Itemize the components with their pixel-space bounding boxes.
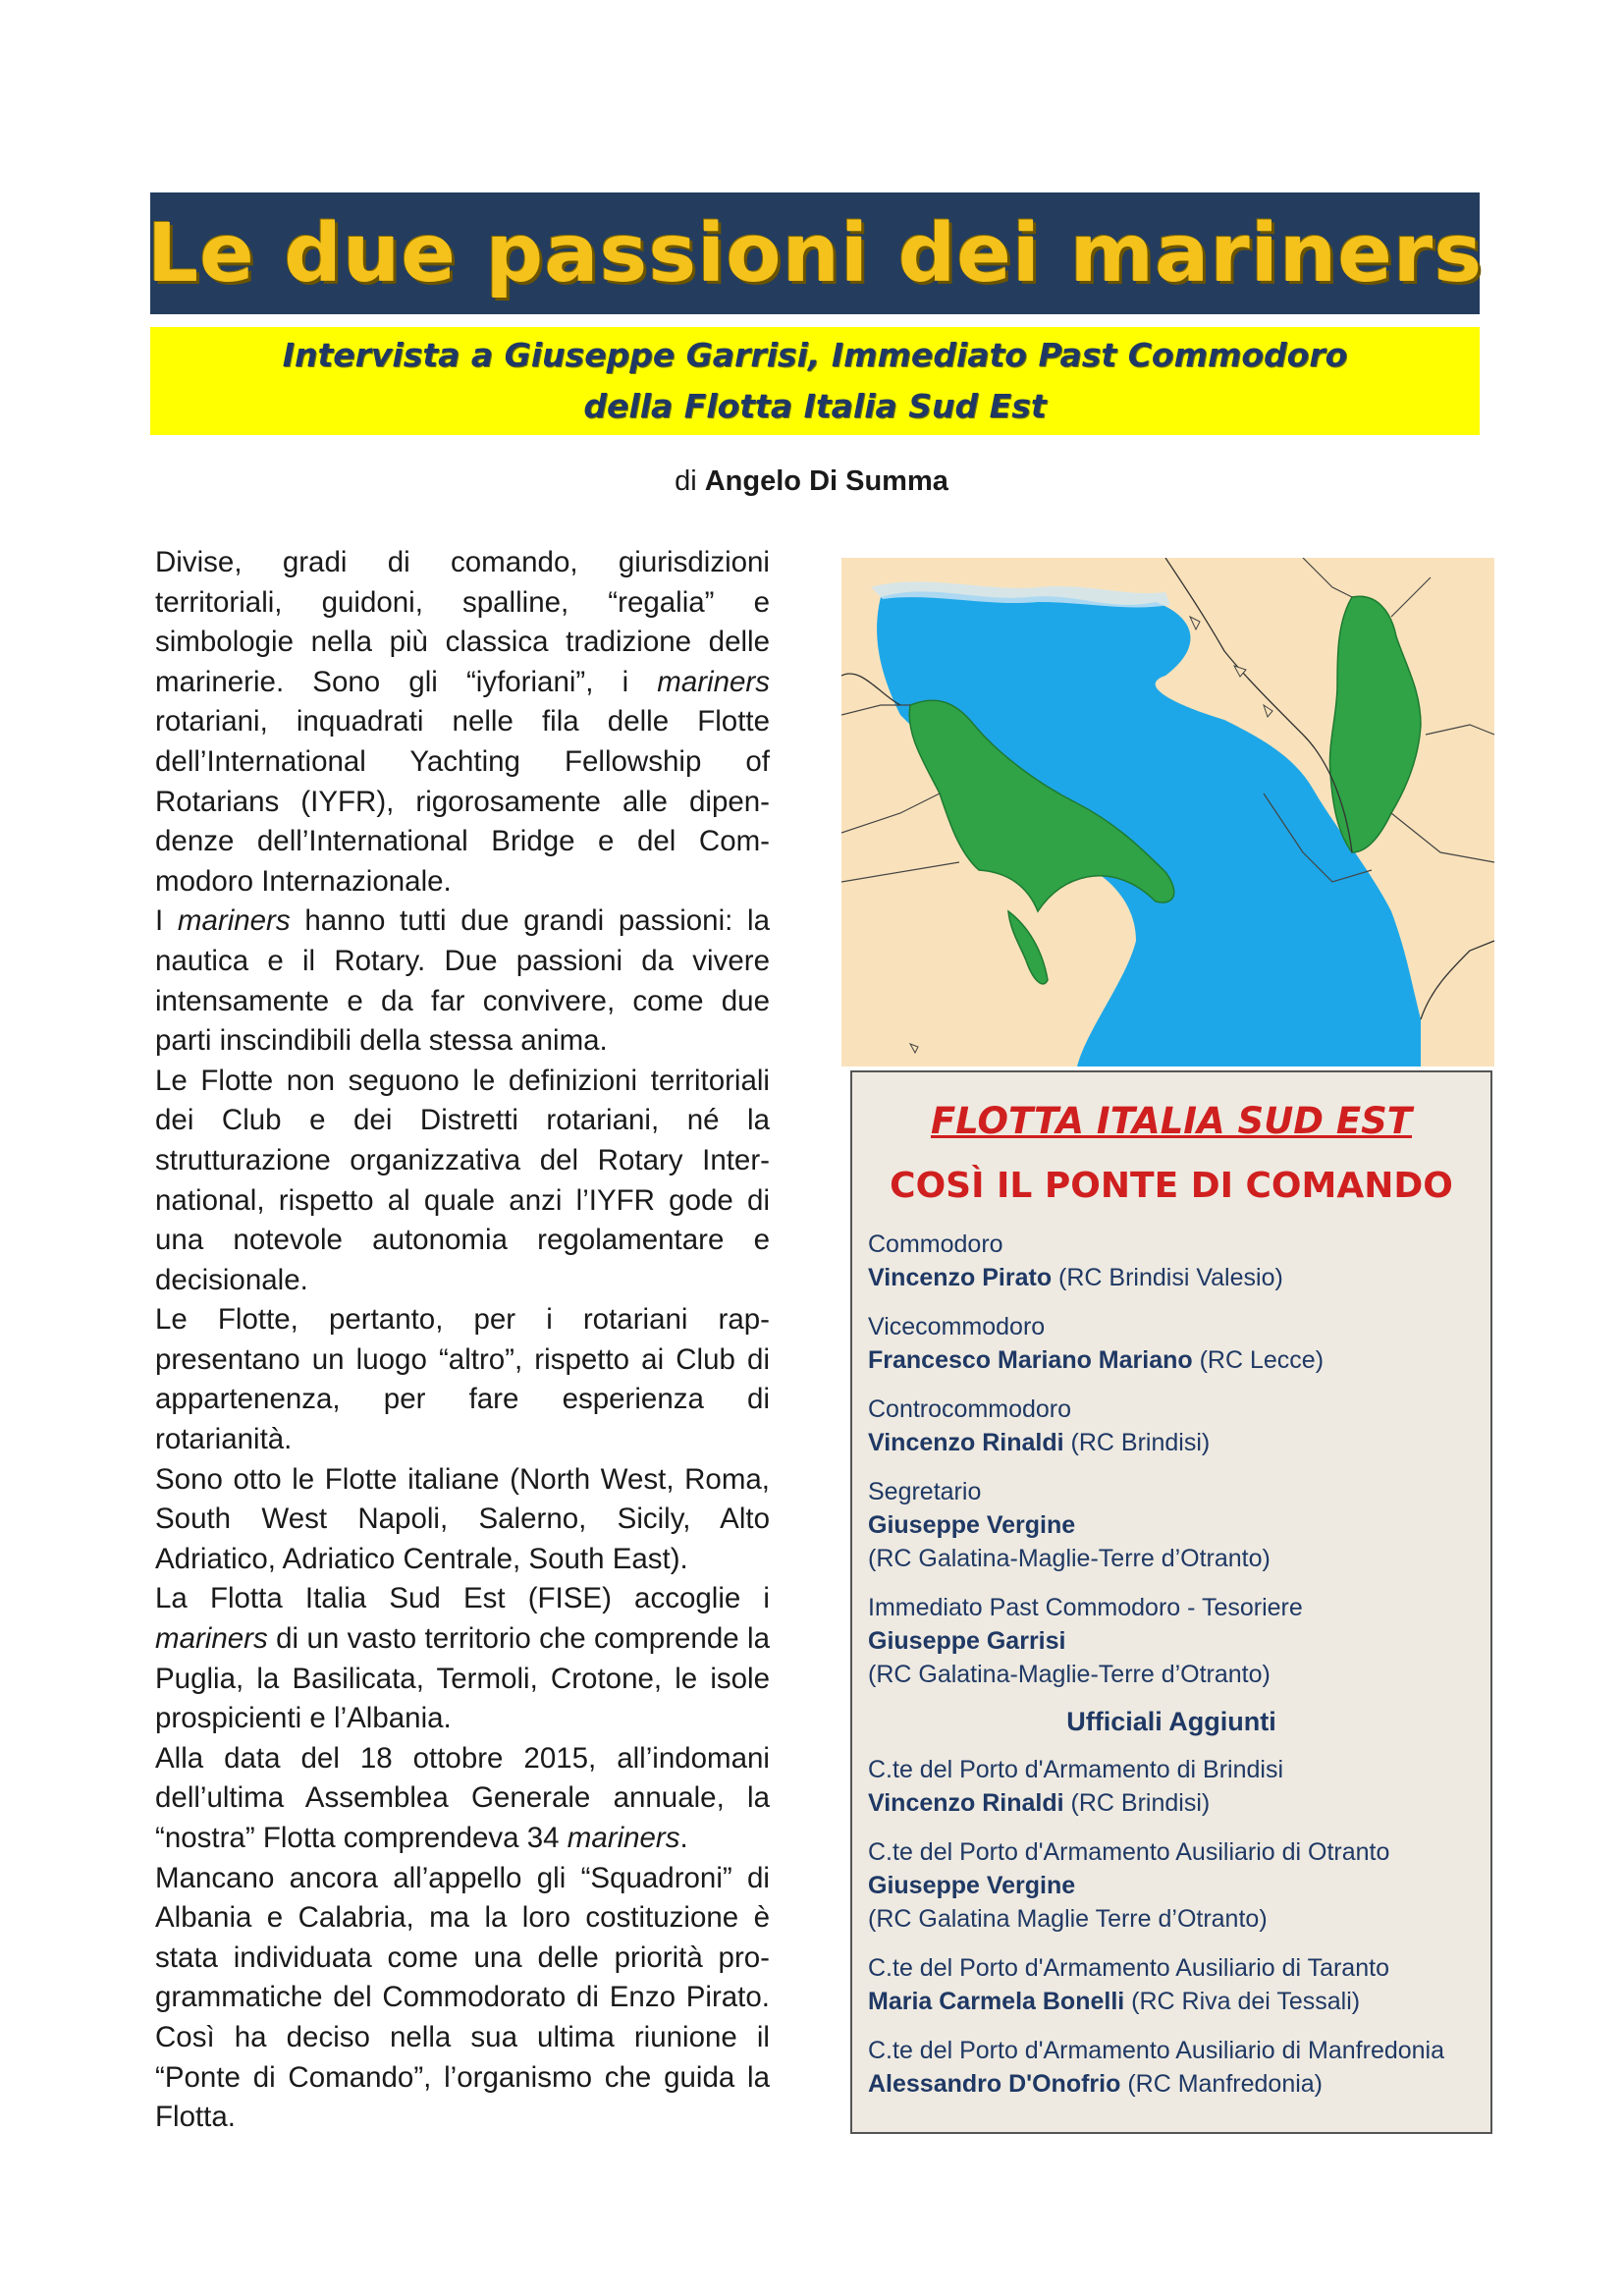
- roles-list: [868, 1228, 1475, 1691]
- role-holder-name: Vincenzo Pirato: [868, 1264, 1053, 1291]
- officers-list: [868, 1753, 1475, 2101]
- role-holder-name: Giuseppe Garrisi: [868, 1627, 1066, 1655]
- role-title: Segretario: [868, 1478, 982, 1505]
- role-title: Commodoro: [868, 1230, 1003, 1258]
- role-holder-club: (RC Brindisi Valesio): [1052, 1264, 1283, 1291]
- paragraph-text: Le Flotte non seguono le definizioni territoriali dei Club e dei Distretti rotariani, né la strutturazione organizzativa del Rotary International, rispetto al quale anzi l’IYFR gode di una notevole autonomia regolamentare e decisionale.: [155, 1064, 770, 1296]
- role-title: C.te del Porto d'Armamento Ausiliario di Otranto: [868, 1838, 1390, 1866]
- role-holder-name: Giuseppe Vergine: [868, 1872, 1076, 1899]
- role-entry: [868, 1228, 1475, 1294]
- article-paragraph: [155, 543, 770, 902]
- byline: [0, 465, 1623, 498]
- role-holder: [868, 1985, 1475, 2018]
- paragraph-text: La Flotta Italia Sud Est (FISE) accoglie i: [155, 1582, 770, 1615]
- paragraph-text: hanno tutti due grandi passioni: la nautica e il Rotary. Due passioni da vivere intensamente e da far convivere, come due parti inscindibili della stessa anima.: [155, 904, 770, 1058]
- page-title: Le due passioni dei mariners: [146, 206, 1484, 301]
- box-section-heading: Ufficiali Aggiunti: [1066, 1707, 1276, 1736]
- role-title: C.te del Porto d'Armamento Ausiliario di Manfredonia: [868, 2037, 1445, 2064]
- paragraph-text: .: [679, 1822, 688, 1854]
- role-holder: [868, 1508, 1475, 1542]
- map-illustration: [841, 558, 1494, 1066]
- fleet-territory-map: [841, 558, 1494, 1066]
- role-entry: [868, 1475, 1475, 1575]
- paragraph-text: Le Flotte, pertanto, per i rotariani rappresentano un luogo “altro”, rispetto ai Club di appartenenza, per fare esperienza di rotarianità.: [155, 1303, 770, 1456]
- role-entry: [868, 1835, 1475, 1936]
- role-holder-name: Alessandro D'Onofrio: [868, 2070, 1121, 2098]
- subtitle-line-1: Intervista a Giuseppe Garrisi, Immediato Past Commodoro: [282, 336, 1348, 374]
- subtitle-banner: [150, 327, 1480, 435]
- paragraph-text: Divise, gradi di comando, giurisdizioni territoriali, guidoni, spalline, “regalia” e simbologie nella più classica tradizione delle marinerie. Sono gli “iyforiani”, i: [155, 546, 770, 698]
- role-title: C.te del Porto d'Armamento Ausiliario di Taranto: [868, 1954, 1389, 1982]
- calabria-strip: [1008, 911, 1048, 984]
- role-holder: [868, 1426, 1475, 1459]
- paragraph-text: Sono otto le Flotte italiane (North West, Roma, South West Napoli, Salerno, Sicily, Alto Adriatico, Adriatico Centrale, South East).: [155, 1462, 770, 1575]
- role-holder: [868, 1343, 1475, 1377]
- emphasis-text: mariners: [567, 1822, 680, 1854]
- paragraph-text: di un vasto territorio che comprende la Puglia, la Basilicata, Termoli, Crotone, le isole prospicienti e l’Albania.: [155, 1622, 770, 1735]
- article-paragraph: [155, 1739, 770, 1859]
- box-title-bridge: COSÌ IL PONTE DI COMANDO: [890, 1166, 1453, 1206]
- article-paragraph: [155, 1460, 770, 1580]
- role-entry: [868, 1951, 1475, 2018]
- role-holder-club: (RC Riva dei Tessali): [1124, 1988, 1361, 2015]
- role-holder: [868, 1624, 1475, 1658]
- role-holder-club: (RC Lecce): [1192, 1346, 1325, 1374]
- emphasis-text: mariners: [155, 1622, 268, 1656]
- role-holder: [868, 1869, 1475, 1902]
- article-paragraph: [155, 1300, 770, 1459]
- role-holder-name: Maria Carmela Bonelli: [868, 1988, 1125, 2015]
- role-holder-club: (RC Brindisi): [1063, 1429, 1211, 1456]
- role-holder-club: (RC Manfredonia): [1120, 2070, 1324, 2098]
- role-entry: [868, 1591, 1475, 1691]
- role-holder-name: Vincenzo Rinaldi: [868, 1789, 1064, 1817]
- role-title: C.te del Porto d'Armamento di Brindisi: [868, 1756, 1284, 1783]
- role-entry: [868, 1310, 1475, 1377]
- byline-author: Angelo Di Summa: [704, 465, 948, 497]
- article-body: [155, 543, 770, 2138]
- role-holder-club: (RC Galatina-Maglie-Terre d’Otranto): [868, 1661, 1271, 1688]
- command-bridge-box: [850, 1070, 1492, 2134]
- box-title-fleet: FLOTTA ITALIA SUD EST: [930, 1100, 1413, 1142]
- title-banner: [146, 192, 1484, 314]
- paragraph-text: rotariani, inquadrati nelle fila delle Flotte dell’International Yachting Fellowship of Rotarians (IYFR), rigorosamente alle dipendenze dell’International Bridge e del Commodoro Internazionale.: [155, 705, 770, 898]
- role-holder: [868, 1786, 1475, 1820]
- article-paragraph: [155, 1062, 770, 1301]
- emphasis-text: mariners: [177, 904, 291, 938]
- role-holder-name: Giuseppe Vergine: [868, 1511, 1076, 1539]
- role-title: Immediato Past Commodoro - Tesoriere: [868, 1594, 1303, 1621]
- paragraph-text: Alla data del 18 ottobre 2015, all’indomani dell’ultima Assemblea Generale annuale, la “nostra” Flotta comprendeva 34: [155, 1741, 770, 1854]
- role-title: Vicecommodoro: [868, 1313, 1046, 1340]
- paragraph-text: Mancano ancora all’appello gli “Squadroni” di Albania e Calabria, ma la loro costituzione è stata individuata come una delle priorità programmatiche del Commodorato di Enzo Pirato. Così ha deciso nella sua ultima riunione il “Ponte di Comando”, l’organismo che guida la Flotta.: [155, 1861, 770, 2134]
- role-title: Controcommodoro: [868, 1395, 1072, 1423]
- article-paragraph: [155, 1859, 770, 2138]
- albania-land: [1329, 596, 1421, 852]
- emphasis-text: mariners: [657, 665, 770, 698]
- role-holder: [868, 1261, 1475, 1294]
- role-holder: [868, 2067, 1475, 2101]
- role-holder-name: Francesco Mariano Mariano: [868, 1346, 1193, 1374]
- byline-prefix: di: [675, 465, 697, 497]
- role-holder-club: (RC Galatina-Maglie-Terre d’Otranto): [868, 1545, 1271, 1572]
- role-entry: [868, 1753, 1475, 1820]
- role-entry: [868, 2034, 1475, 2101]
- subtitle-line-2: della Flotta Italia Sud Est: [583, 387, 1047, 425]
- role-entry: [868, 1393, 1475, 1459]
- role-holder-name: Vincenzo Rinaldi: [868, 1429, 1064, 1456]
- article-paragraph: [155, 1579, 770, 1738]
- article-paragraph: [155, 902, 770, 1061]
- paragraph-text: I: [155, 904, 178, 938]
- role-holder-club: (RC Brindisi): [1063, 1789, 1211, 1817]
- role-holder-club: (RC Galatina Maglie Terre d’Otranto): [868, 1905, 1268, 1933]
